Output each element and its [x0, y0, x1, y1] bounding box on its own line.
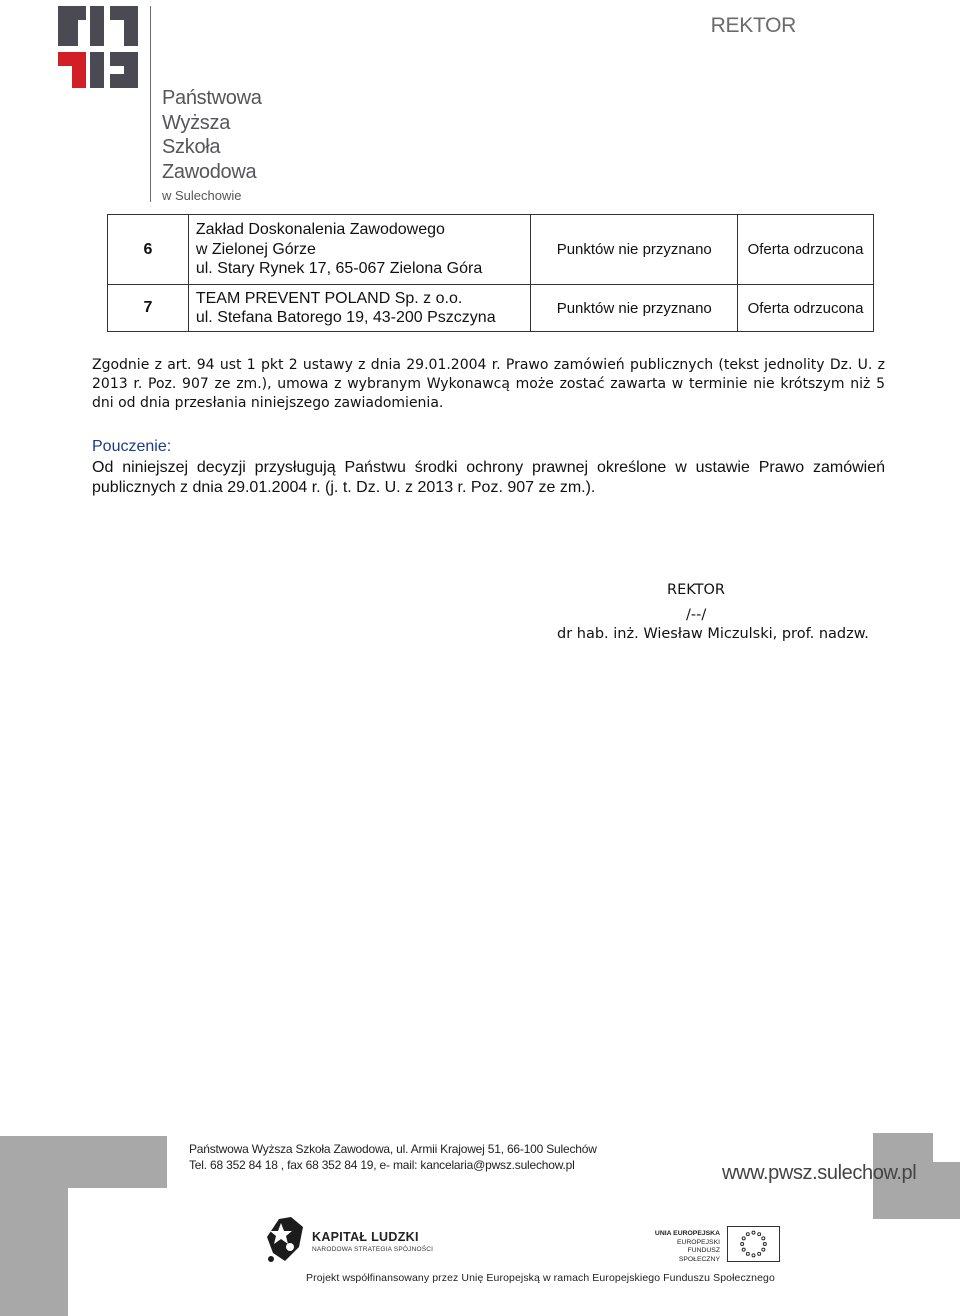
signature-mark: /--/	[686, 607, 707, 623]
kapital-ludzki-logo-icon	[265, 1217, 315, 1265]
table-row	[108, 285, 874, 332]
footer-decor-right-cutout	[933, 1133, 960, 1162]
eu-union-label: UNIA EUROPEJSKA	[654, 1230, 720, 1237]
footer-website-link[interactable]: www.pwsz.sulechow.pl	[722, 1162, 917, 1184]
project-cofinancing-note: Projekt współfinansowany przez Unię Europejską w ramach Europejskiego Funduszu Społecznego	[306, 1272, 775, 1284]
status-cell: Oferta odrzucona	[738, 215, 874, 285]
eu-fund-text	[650, 1230, 720, 1264]
kapital-ludzki-subtitle: NARODOWA STRATEGIA SPÓJNOŚCI	[312, 1246, 434, 1253]
points-cell: Punktów nie przyznano	[531, 215, 738, 285]
university-name	[162, 86, 262, 206]
contractor-cell	[188, 285, 531, 332]
contract-notice-paragraph: Zgodnie z art. 94 ust 1 pkt 2 ustawy z dnia 29.01.2004 r. Prawo zamówień publicznych (tekst jednolity Dz. U. z 2013 r. Poz. 907 ze zm.), umowa z wybranym Wykonawcą może zostać zawarta w terminie nie krótszym niż 5 dni od dnia przesłania niniejszego zawiadomienia.	[92, 357, 885, 411]
points-cell: Punktów nie przyznano	[531, 285, 738, 332]
contractor-line: ul. Stary Rynek 17, 65-067 Zielona Góra	[195, 260, 483, 278]
contractor-line: w Zielonej Górze	[195, 240, 316, 258]
footer-address	[189, 1141, 597, 1173]
contractor-line: ul. Stefana Batorego 19, 43-200 Pszczyna	[195, 309, 496, 326]
footer-address-line: Państwowa Wyższa Szkoła Zawodowa, ul. Armii Krajowej 51, 66-100 Sulechów	[189, 1142, 597, 1156]
logo-divider	[150, 6, 151, 202]
university-name-line: Zawodowa	[162, 160, 257, 183]
signature-title: REKTOR	[667, 582, 725, 598]
table-row	[108, 215, 874, 285]
footer-decor-left-cutout	[68, 1188, 167, 1316]
status-cell: Oferta odrzucona	[738, 285, 874, 332]
results-table	[107, 214, 874, 332]
footer-contact-line: Tel. 68 352 84 18 , fax 68 352 84 19, e- mail: kancelaria@pwsz.sulechow.pl	[189, 1158, 575, 1172]
contractor-cell	[188, 215, 531, 285]
university-name-line: Wyższa	[162, 111, 231, 134]
university-name-line: Państwowa	[162, 87, 262, 109]
header-title: REKTOR	[710, 14, 796, 37]
instruction-paragraph: Od niniejszej decyzji przysługują Państwu środki ochrony prawnej określone w ustawie Prawo zamówień publicznych z dnia 29.01.2004 r. (j. t. Dz. U. z 2013 r. Poz. 907 ze zm.).	[92, 459, 885, 496]
university-location: w Sulechowie	[162, 188, 242, 203]
university-logo-icon	[58, 6, 138, 88]
eu-fund-label: FUNDUSZ SPOŁECZNY	[678, 1247, 720, 1263]
eu-fund-label: EUROPEJSKI	[676, 1238, 720, 1246]
contractor-line: Zakład Doskonalenia Zawodowego	[195, 221, 445, 239]
signatory-name: dr hab. inż. Wiesław Miczulski, prof. nadzw.	[557, 626, 869, 642]
kapital-ludzki-title: KAPITAŁ LUDZKI	[312, 1230, 419, 1244]
eu-flag-icon	[727, 1226, 780, 1262]
university-name-line: Szkoła	[162, 136, 221, 158]
row-number: 7	[108, 285, 189, 332]
row-number: 6	[108, 215, 189, 285]
instruction-heading: Pouczenie:	[92, 438, 172, 455]
contractor-line: TEAM PREVENT POLAND Sp. z o.o.	[195, 289, 463, 307]
